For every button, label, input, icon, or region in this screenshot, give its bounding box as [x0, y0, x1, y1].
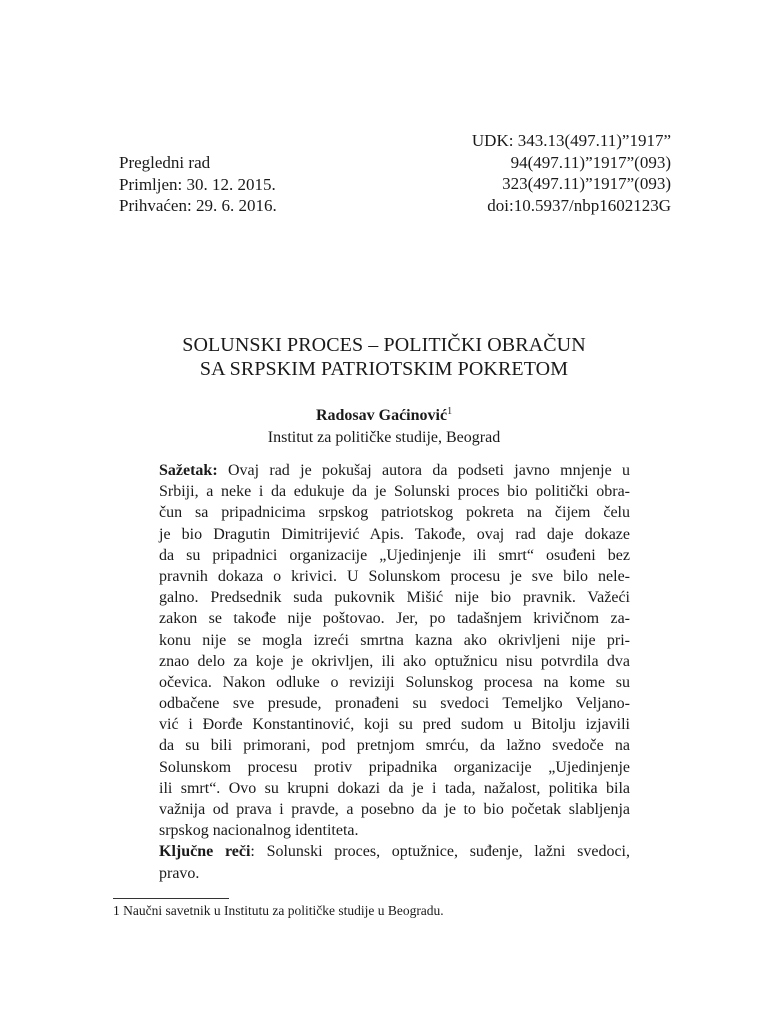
- doi: doi:10.5937/nbp1602123G: [487, 195, 671, 215]
- keywords-line: Ključne reči: Solunski proces, optužnice, suđenje, lažni svedoci,: [159, 843, 630, 861]
- abstract-line: Sažetak: Ovaj rad je pokušaj autora da podseti javno mnjenje u: [159, 462, 630, 479]
- abstract-line: srpskog nacionalnog identiteta.: [159, 822, 359, 840]
- article-title: [0, 333, 768, 381]
- abstract-line: važnija od prava i pravde, a posebno da je to bio početak slabljenja: [159, 801, 630, 818]
- title-line-2: SA SRPSKIM PATRIOTSKIM POKRETOM: [199, 358, 569, 380]
- keywords-line-2: pravo.: [159, 864, 200, 882]
- article-meta: [119, 152, 277, 217]
- article-type: Pregledni rad: [119, 153, 211, 172]
- abstract-line: galno. Predsednik suda pukovnik Mišić nije bio pravnik. Važeći: [159, 589, 630, 607]
- title-line-1: SOLUNSKI PROCES – POLITIČKI OBRAČUN: [182, 334, 586, 356]
- received-date: Primljen: 30. 12. 2015.: [119, 174, 276, 194]
- author-affiliation: Institut za političke studije, Beograd: [267, 429, 501, 446]
- udk-line-1: UDK: 343.13(497.11)”1917”: [471, 131, 671, 150]
- author-line: [0, 405, 768, 427]
- abstract-line: znao delo za koje je okrivljen, ili ako optužnicu nisu potvrdila dva: [159, 652, 630, 670]
- footnote-divider: [113, 898, 229, 899]
- footnote-mark: 1: [447, 406, 453, 417]
- abstract-line: Srbiji, a neke i da edukuje da je Solunski proces bio politički obra-: [159, 483, 630, 501]
- abstract-line: očevica. Nakon odluke o reviziji Solunskog procesa na kome su: [159, 673, 630, 691]
- abstract-line: konu nije se mogla izreći smrtna kazna ako okrivljeni nije pri-: [159, 631, 630, 649]
- abstract-line: Solunskom procesu protiv pripadnika organizacije „Ujedinjenje: [159, 758, 630, 776]
- accepted-date: Prihvaćen: 29. 6. 2016.: [119, 196, 277, 215]
- udk-line-2: 94(497.11)”1917”(093): [510, 152, 671, 172]
- abstract-line: pravnih dokaza o krivici. U Solunskom procesu je sve bilo nele-: [159, 567, 630, 585]
- abstract-line: da su bili primorani, pod pretnjom smrću, da lažno svedoče na: [159, 737, 630, 755]
- abstract: [159, 460, 630, 884]
- abstract-line: da su pripadnici organizacije „Ujedinjenje ili smrt“ osuđeni bez: [159, 546, 630, 564]
- abstract-line: je bio Dragutin Dimitrijević Apis. Takođe, ovaj rad daje dokaze: [159, 525, 630, 543]
- abstract-line: čun sa pripadnicima srpskog patriotskog pokreta na čijem čelu: [159, 504, 630, 522]
- udk-classification: [472, 130, 671, 216]
- abstract-line: odbačene sve presude, pronađeni su svedoci Temeljko Veljano-: [159, 695, 630, 713]
- keywords-label: Ključne reči: [159, 843, 251, 861]
- author-block: [0, 405, 768, 449]
- abstract-line: ili smrt“. Ovo su krupni dokazi da je i tada, nažalost, politika bila: [159, 779, 630, 797]
- abstract-line: zakon se takođe nije poštovao. Jer, po tadašnjem krivičnom za-: [159, 610, 630, 628]
- abstract-label: Sažetak:: [159, 462, 218, 479]
- author-name: Radosav Gaćinović: [315, 407, 448, 424]
- footnote: 1 Naučni savetnik u Institutu za političke studije u Beogradu.: [113, 903, 444, 918]
- abstract-line: vić i Đorđe Konstantinović, koji su pred sudom u Bitolju izjavili: [159, 716, 630, 734]
- udk-line-3: 323(497.11)”1917”(093): [502, 174, 671, 193]
